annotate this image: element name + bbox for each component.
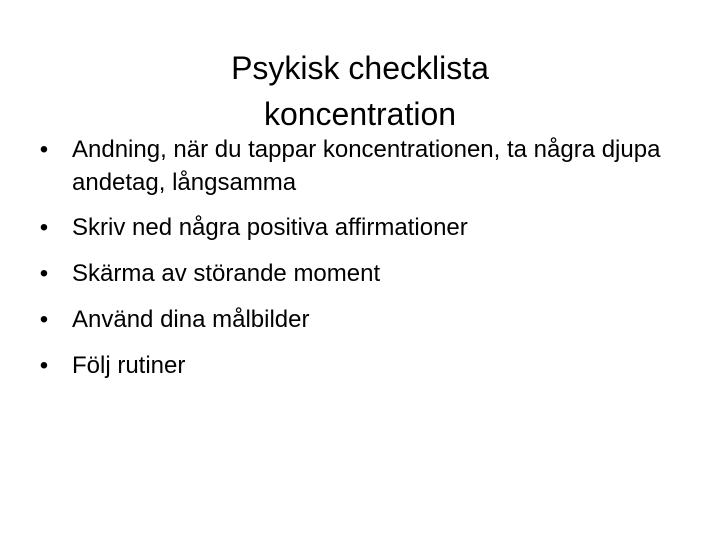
bullet-item-routines [36,349,676,383]
bullet-text: Följ rutiner [72,352,186,379]
bullet-text: Använd dina målbilder [72,306,310,333]
slide-title-line-2: koncentration [263,96,457,133]
bullet-text: Andning, när du tappar koncentrationen, ta några djupa andetag, långsamma [72,136,661,196]
bullet-text: Skriv ned några positiva affirmationer [72,214,468,241]
slide-title [50,45,670,137]
bullet-icon: • [39,136,49,163]
bullet-item-distractions [36,257,676,291]
slide-title-line-1: Psykisk checklista [231,50,489,87]
bullet-item-affirmations [36,211,676,245]
bullet-item-goal-images [36,303,676,337]
bullet-text: Skärma av störande moment [72,260,381,287]
bullet-icon: • [39,260,49,287]
bullet-list [36,133,676,395]
bullet-icon: • [39,214,49,241]
bullet-icon: • [39,352,49,379]
bullet-icon: • [39,306,49,333]
bullet-item-breathing [36,133,676,199]
